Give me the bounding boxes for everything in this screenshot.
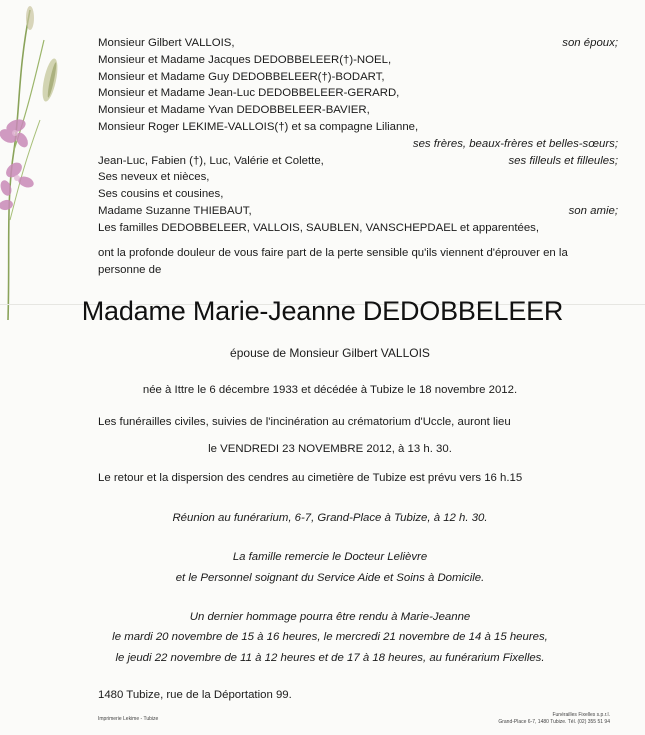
family-name: Jean-Luc, Fabien (†), Luc, Valérie et Colette,: [98, 154, 324, 167]
home-address: 1480 Tubize, rue de la Déportation 99.: [98, 689, 292, 701]
family-name: Ses neveux et nièces,: [98, 171, 210, 184]
family-row: [98, 169, 618, 186]
family-row: [98, 119, 618, 136]
family-row: [98, 136, 618, 153]
spouse-line: épouse de Monsieur Gilbert VALLOIS: [230, 346, 430, 360]
family-row: [98, 85, 618, 102]
reunion-line: Réunion au funérarium, 6-7, Grand-Place à Tubize, à 12 h. 30.: [172, 512, 488, 524]
ashes-line: Le retour et la dispersion des cendres au cimetière de Tubize est prévu vers 16 h.15: [98, 472, 523, 484]
tribute-line: le jeudi 22 novembre de 11 à 12 heures et de 17 à 18 heures, au funérarium Fixelles.: [115, 652, 545, 664]
thanks-line: La famille remercie le Docteur Lelièvre: [232, 551, 428, 563]
family-name: Monsieur et Madame Jean-Luc DEDOBBELEER-GERARD,: [98, 87, 400, 100]
family-name: Les familles DEDOBBELEER, VALLOIS, SAUBLEN, VANSCHEPDAEL et apparentées,: [98, 221, 540, 234]
tribute-line: le mardi 20 novembre de 15 à 16 heures, le mercredi 21 novembre de 14 à 15 heures,: [112, 631, 548, 643]
family-row: [98, 153, 618, 170]
deceased-name: Madame Marie-Jeanne DEDOBBELEER: [81, 296, 564, 326]
family-relation: ses filleuls et filleules;: [508, 154, 618, 167]
family-name: Ses cousins et cousines,: [98, 188, 224, 201]
family-name: Monsieur et Madame Guy DEDOBBELEER(†)-BODART,: [98, 70, 385, 83]
family-row: [98, 35, 618, 52]
family-row: [98, 220, 618, 237]
family-row: [98, 203, 618, 220]
family-name: Monsieur Roger LEKIME-VALLOIS(†) et sa compagne Lilianne,: [98, 120, 419, 133]
thanks-line: et le Personnel soignant du Service Aide et Soins à Domicile.: [175, 572, 485, 584]
printer-credit: Imprimerie Lekime - Tubize: [98, 716, 159, 722]
funeral-home-address: Grand-Place 6-7, 1480 Tubize. Tél. (02) 355 51 94: [498, 719, 610, 725]
family-name: Monsieur et Madame Yvan DEDOBBELEER-BAVIER,: [98, 104, 370, 117]
family-row: [98, 186, 618, 203]
tribute-line: Un dernier hommage pourra être rendu à Marie-Jeanne: [189, 611, 471, 623]
family-relation: ses frères, beaux-frères et belles-sœurs;: [412, 137, 618, 150]
family-list: [98, 35, 618, 237]
funeral-date-line: le VENDREDI 23 NOVEMBRE 2012, à 13 h. 30.: [208, 443, 452, 455]
family-row: [98, 52, 618, 69]
family-name: Monsieur et Madame Jacques DEDOBBELEER(†)-NOEL,: [98, 53, 392, 66]
funeral-line: Les funérailles civiles, suivies de l'incinération au crématorium d'Uccle, auront lieu: [98, 416, 511, 428]
announcement-intro: ont la profonde douleur de vous faire part de la perte sensible qu'ils viennent d'éprouver en la personne de: [98, 247, 568, 276]
family-row: [98, 69, 618, 86]
family-relation: son amie;: [568, 204, 618, 217]
birth-death-line: née à Ittre le 6 décembre 1933 et décédée à Tubize le 18 novembre 2012.: [142, 384, 518, 396]
flower-decoration-icon: [0, 0, 80, 320]
family-name: Monsieur Gilbert VALLOIS,: [98, 37, 235, 49]
family-relation: son époux;: [562, 37, 618, 49]
family-row: [98, 102, 618, 119]
family-name: Madame Suzanne THIEBAUT,: [98, 204, 252, 217]
funeral-home-name: Funérailles Fixelles s.p.r.l.: [552, 712, 610, 718]
